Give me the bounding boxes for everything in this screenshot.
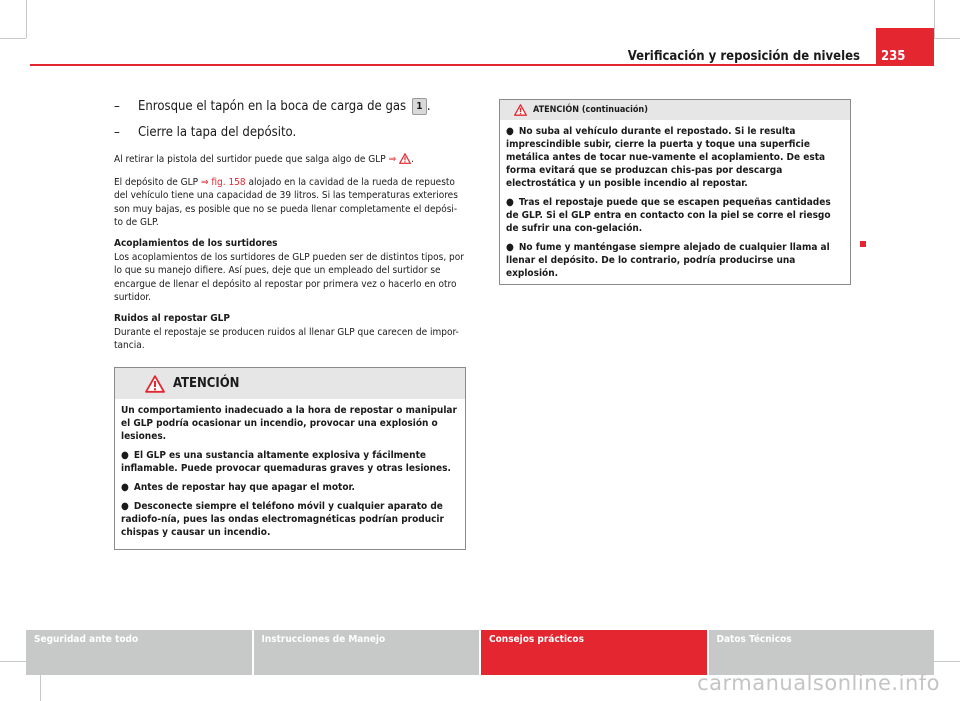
- crop-mark: [0, 661, 26, 662]
- warning-header: [115, 368, 465, 399]
- right-column: [499, 99, 851, 285]
- subheading-couplings: Acoplamientos de los surtidores: [114, 237, 278, 249]
- warning-item-text: Desconecte siempre el teléfono móvil y cualquier aparato de radiofo-nía, pues las ondas electromagnéticas podrían producir chispas y causar un incendio.: [121, 500, 444, 538]
- warning-item: [506, 196, 844, 235]
- paragraph-glp-leak: [114, 153, 466, 169]
- header-rule: [30, 64, 930, 66]
- warning-item-text: Antes de repostar hay que apagar el motor.: [133, 481, 355, 493]
- warning-item-text: No suba al vehículo durante el repostado. Si le resulta imprescindible subir, cierre la puerta y toque una superficie metálica antes de tocar nue-vamente el acoplamiento. De esta forma evitará que se produzcan chis-pas por descarga electrostática y un posible incendio al repostar.: [506, 126, 826, 189]
- warning-box-continued: [499, 99, 851, 285]
- warning-title: ATENCIÓN: [173, 376, 240, 392]
- warning-item: [121, 449, 459, 475]
- crop-mark: [26, 0, 27, 38]
- warning-box: [114, 367, 466, 550]
- warning-item: [506, 241, 844, 280]
- figure-reference-link[interactable]: ⇒ fig. 158: [200, 176, 246, 188]
- warning-header-continued: [500, 100, 850, 120]
- footer-tab-consejos[interactable]: Consejos prácticos: [481, 630, 707, 675]
- footer-tab-seguridad[interactable]: Seguridad ante todo: [26, 630, 252, 675]
- bullet: ●: [121, 449, 129, 461]
- warning-item-text: El GLP es una sustancia altamente explosiva y fácilmente inflamable. Puede provocar quemaduras graves y otras lesiones.: [121, 449, 451, 474]
- step-dash: –: [114, 125, 120, 140]
- warning-triangle-icon: [145, 375, 165, 393]
- footer-tab-datos[interactable]: Datos Técnicos: [709, 630, 935, 675]
- callout-badge: 1: [412, 98, 427, 115]
- crop-mark: [40, 675, 41, 701]
- step-1-text: Enrosque el tapón en la boca de carga de gas: [138, 99, 407, 114]
- paragraph-text: Al retirar la pistola del surtidor puede que salga algo de GLP: [114, 154, 386, 165]
- footer-nav: [26, 630, 934, 675]
- step-2: [114, 124, 466, 141]
- warning-reference-link[interactable]: ⇒: [388, 154, 397, 165]
- step-1: [114, 98, 466, 115]
- step-2-text: Cierre la tapa del depósito.: [138, 125, 297, 140]
- warning-item: [121, 481, 459, 494]
- warning-title-continued: ATENCIÓN (continuación): [533, 105, 648, 115]
- subheading-noise: Ruidos al repostar GLP: [114, 312, 230, 324]
- warning-content-continued: [500, 120, 850, 284]
- footer-tab-instrucciones[interactable]: Instrucciones de Manejo: [254, 630, 480, 675]
- section-title: Verificación y reposición de niveles: [627, 49, 860, 64]
- crop-mark: [934, 38, 960, 39]
- warning-content: [115, 399, 465, 549]
- warning-item: [506, 125, 844, 190]
- warning-item-text: Tras el repostaje puede que se escapen pequeñas cantidades de GLP. Si el GLP entra en contacto con la piel se corre el riesgo de sufrir una con-gelación.: [506, 197, 831, 234]
- bullet: ●: [121, 481, 129, 493]
- paragraph-couplings: Los acoplamientos de los surtidores de GLP pueden ser de distintos tipos, por lo que su manejo difiere. Así pues, deje que un empleado del surtidor se encargue de llenar el depósito al repostar por primera vez o hacerlo en otro surtidor.: [114, 251, 464, 304]
- bullet: ●: [506, 126, 514, 137]
- bullet: ●: [121, 500, 129, 512]
- crop-mark: [934, 0, 935, 38]
- warning-triangle-icon: [399, 153, 411, 169]
- paragraph-tank: [114, 176, 466, 230]
- crop-mark: [0, 38, 26, 39]
- crop-mark: [934, 661, 960, 662]
- left-column: [114, 98, 466, 550]
- warning-intro: Un comportamiento inadecuado a la hora de repostar o manipular el GLP podría ocasionar un incendio, provocar una explosión o lesiones.: [121, 404, 457, 442]
- page-number: 235: [881, 49, 906, 64]
- step-dash: –: [114, 99, 120, 114]
- bullet: ●: [506, 197, 514, 208]
- step-1-end: .: [426, 99, 431, 114]
- paragraph-text: El depósito de GLP: [114, 176, 199, 188]
- bullet: ●: [506, 242, 514, 253]
- warning-item-text: No fume y manténgase siempre alejado de cualquier llama al llenar el depósito. De lo contrario, podría producirse una explosión.: [506, 242, 830, 279]
- paragraph-text: alojado en la cavidad de la rueda de repuesto del vehículo tiene una capacidad de 39 litros. Si las temperaturas exteriores son muy bajas, es posible que no se pueda llenar completamente el depósi-to de GLP.: [114, 176, 458, 229]
- paragraph-noise: Durante el repostaje se producen ruidos al llenar GLP que carecen de impor-tancia.: [114, 326, 459, 352]
- watermark: carmanualsonline.info: [697, 671, 940, 695]
- section-end-marker: [860, 241, 866, 247]
- warning-item: [121, 500, 459, 539]
- paragraph-end: .: [410, 154, 414, 165]
- warning-triangle-icon: [514, 104, 527, 116]
